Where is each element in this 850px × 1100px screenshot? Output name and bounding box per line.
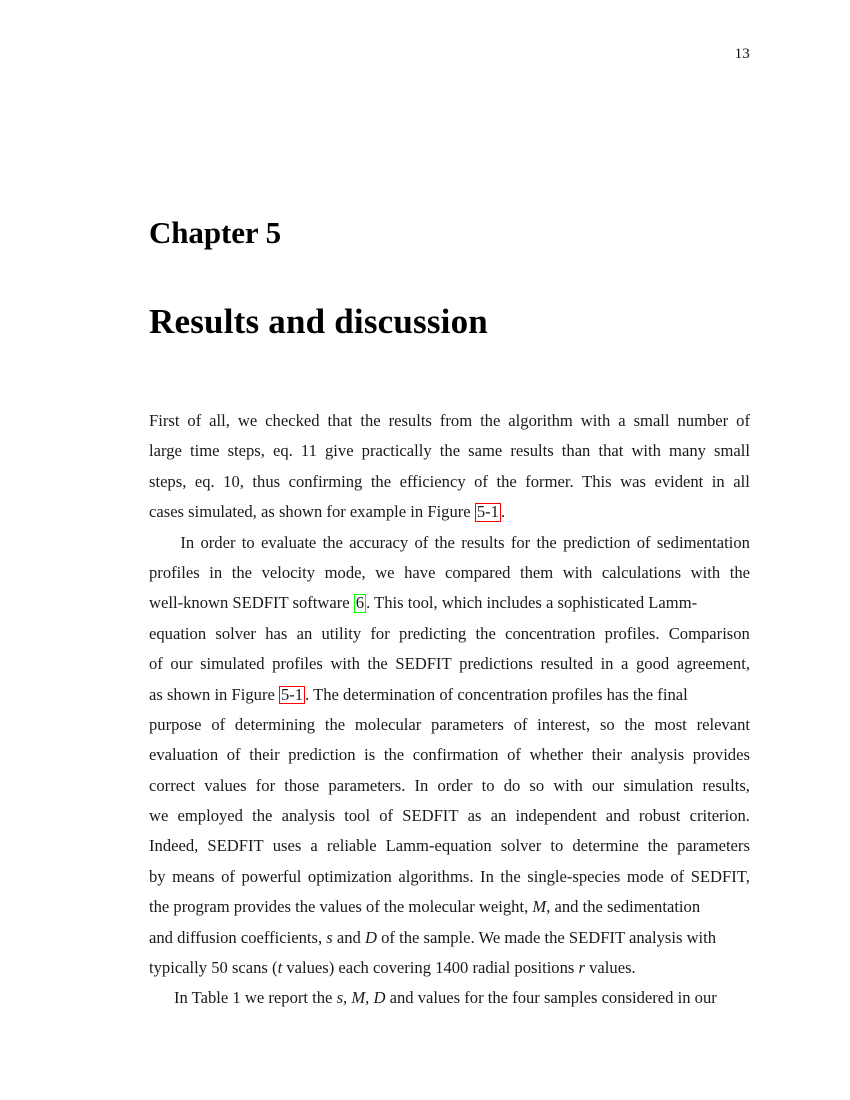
word: steps,	[227, 441, 265, 461]
word: confirmation	[412, 745, 499, 765]
word: the	[475, 623, 496, 643]
word: the	[322, 532, 343, 552]
word: of	[379, 806, 394, 826]
word: parameters	[431, 714, 504, 734]
word: powerful	[241, 866, 302, 886]
word: in	[209, 562, 223, 582]
word: profiles	[149, 562, 200, 582]
word: the	[367, 654, 388, 674]
text-line	[149, 619, 750, 649]
word: from	[439, 411, 473, 430]
word: prediction	[288, 745, 356, 765]
word: In	[414, 775, 429, 795]
word: all,	[209, 411, 230, 430]
word: simulated	[200, 654, 265, 674]
word: algorithms.	[398, 866, 474, 886]
word: steps,	[149, 471, 187, 491]
word: of	[149, 654, 163, 674]
word: thus	[252, 471, 281, 491]
text-line	[149, 436, 750, 466]
word: velocity	[261, 562, 316, 582]
page-number: 13	[734, 46, 750, 62]
word: our	[591, 775, 615, 795]
word: the	[434, 532, 455, 552]
word: evaluate	[261, 532, 317, 552]
word: time	[189, 441, 220, 461]
word: utility	[321, 623, 362, 643]
word: Indeed,	[149, 836, 199, 856]
text-line	[149, 862, 750, 892]
word: the	[360, 411, 381, 430]
word: results	[461, 532, 505, 552]
word: large	[149, 441, 182, 461]
word: provides	[692, 745, 750, 765]
chapter-title-heading: Results and discussion	[149, 302, 488, 341]
word: for	[255, 775, 276, 795]
word: to	[550, 836, 564, 856]
word: than	[561, 441, 591, 461]
text-line	[149, 467, 750, 497]
text-line	[149, 710, 750, 740]
math-variable: M	[351, 988, 366, 1008]
figure-reference-link[interactable]: 5-1	[476, 502, 499, 522]
word: whether	[529, 745, 584, 765]
word: we	[375, 562, 395, 582]
word: the	[647, 836, 669, 856]
text-line	[149, 649, 750, 679]
word: uses	[272, 836, 302, 856]
word: correct	[149, 775, 196, 795]
word: 10,	[223, 471, 244, 491]
word: efficiency	[399, 471, 466, 491]
word: of	[513, 714, 528, 734]
word: analysis	[281, 806, 336, 826]
word: In	[480, 866, 494, 886]
word: so	[529, 775, 545, 795]
word: by	[149, 866, 166, 886]
word: the	[231, 562, 253, 582]
word: small	[633, 411, 670, 430]
word: evident	[654, 471, 704, 491]
word: First	[149, 411, 180, 430]
word: we	[237, 411, 258, 430]
word: optimization	[307, 866, 392, 886]
word: all	[733, 471, 750, 491]
math-variable: D	[365, 927, 377, 947]
word: a	[310, 836, 318, 856]
word: of	[226, 745, 241, 765]
text-line	[149, 801, 750, 831]
word: of	[211, 714, 226, 734]
text-line: cases simulated, as shown for example in Figure 5-1 .	[149, 502, 506, 522]
body-text	[149, 406, 750, 1014]
word: parameters	[677, 836, 750, 856]
text-line	[149, 558, 750, 588]
word: an	[296, 623, 313, 643]
word: simulation	[623, 775, 694, 795]
word: mode,	[324, 562, 366, 582]
word: SEDFIT	[402, 806, 459, 826]
word: of	[187, 411, 202, 430]
word: single-species	[527, 866, 621, 886]
word: with	[562, 562, 593, 582]
word: in	[711, 471, 725, 491]
word: agreement,	[676, 654, 750, 674]
word: order	[200, 532, 236, 552]
word: with	[553, 775, 583, 795]
word: the	[324, 714, 346, 734]
word: in	[600, 654, 614, 674]
word: of	[221, 866, 235, 886]
word: accuracy	[349, 532, 409, 552]
word: them	[519, 562, 554, 582]
text-line	[149, 771, 750, 801]
word: independent	[515, 806, 597, 826]
word: we	[149, 806, 169, 826]
word: small	[714, 441, 750, 461]
word: of	[474, 471, 488, 491]
math-variable: t	[277, 958, 283, 978]
text-line	[149, 528, 750, 558]
word: analysis	[630, 745, 685, 765]
word: of	[507, 745, 521, 765]
text-line	[149, 831, 750, 861]
word: has	[265, 623, 288, 643]
word: so	[599, 714, 615, 734]
word: many	[669, 441, 706, 461]
word: solver	[215, 623, 256, 643]
word: SEDFIT	[395, 654, 452, 674]
word: tool	[344, 806, 371, 826]
word: is	[364, 745, 376, 765]
word: eq.	[194, 471, 215, 491]
math-variable: D	[373, 988, 386, 1008]
word: with	[330, 654, 360, 674]
word: eq.	[273, 441, 293, 461]
word: checked	[265, 411, 320, 430]
word: interest,	[537, 714, 591, 734]
word: their	[591, 745, 623, 765]
word: predicting	[399, 623, 467, 643]
word: values	[204, 775, 247, 795]
math-variable: M	[532, 897, 547, 917]
word: confirming	[288, 471, 363, 491]
text-line: In Table 1 we report the s, M, D and values for the four samples considered in our	[174, 988, 717, 1008]
text-line	[149, 406, 750, 436]
word: 11	[300, 441, 317, 461]
word: good	[635, 654, 670, 674]
word: criterion.	[689, 806, 750, 826]
word: and	[605, 806, 630, 826]
text-line: the program provides the values of the molecular weight, M, and the sedimentation	[149, 897, 701, 917]
word: equation	[149, 623, 207, 643]
word: robust	[638, 806, 681, 826]
word: calculations	[601, 562, 682, 582]
paragraph-indent	[149, 528, 174, 558]
word: with	[631, 441, 661, 461]
word: most	[654, 714, 687, 734]
word: for	[370, 623, 390, 643]
word: an	[490, 806, 507, 826]
word: evaluation	[149, 745, 219, 765]
word: purpose	[149, 714, 202, 734]
word: profiles.	[604, 623, 660, 643]
word: In	[180, 532, 195, 552]
word: of	[670, 866, 685, 886]
word: their	[249, 745, 280, 765]
word: to	[241, 532, 255, 552]
word: with	[580, 411, 611, 430]
word: parameters.	[328, 775, 406, 795]
word: the	[480, 411, 501, 430]
word: that	[327, 411, 353, 430]
math-variable: s	[326, 927, 333, 947]
word: the	[370, 471, 392, 491]
word: solver	[500, 836, 542, 856]
word: do	[503, 775, 521, 795]
word: number	[677, 411, 729, 430]
math-variable: r	[578, 958, 585, 978]
citation-link[interactable]: 6	[355, 593, 365, 613]
word: give	[324, 441, 354, 461]
word: of	[736, 411, 750, 430]
word: the	[252, 806, 273, 826]
word: the	[500, 866, 521, 886]
word: concentration	[505, 623, 596, 643]
word: compared	[445, 562, 511, 582]
math-variable: s	[336, 988, 344, 1008]
word: the	[383, 745, 405, 765]
word: a	[618, 411, 626, 430]
word: mode	[626, 866, 664, 886]
word: the	[729, 562, 750, 582]
word: results,	[702, 775, 750, 795]
word: Lamm-equation	[385, 836, 492, 856]
word: reliable	[326, 836, 377, 856]
text-line: typically 50 scans (t values) each covering 1400 radial positions r values.	[149, 958, 636, 978]
word: for	[510, 532, 531, 552]
word: the	[624, 714, 645, 734]
word: predictions	[459, 654, 533, 674]
word: practically	[361, 441, 432, 461]
word: that	[598, 441, 624, 461]
word: determine	[572, 836, 639, 856]
word: Comparison	[668, 623, 750, 643]
word: This	[582, 471, 612, 491]
word: order	[437, 775, 473, 795]
word: sedimentation	[656, 532, 750, 552]
chapter-number-heading: Chapter 5	[149, 215, 282, 250]
word: resulted	[540, 654, 593, 674]
word: SEDFIT,	[690, 866, 750, 886]
text-line	[149, 740, 750, 770]
word: employed	[177, 806, 243, 826]
word: of	[414, 532, 429, 552]
word: results	[510, 441, 554, 461]
figure-reference-link[interactable]: 5-1	[280, 684, 304, 704]
word: same	[468, 441, 503, 461]
word: the	[496, 471, 517, 491]
word: those	[284, 775, 320, 795]
text-line: well-known SEDFIT software 6 . This tool, which includes a sophisticated Lamm-	[149, 593, 698, 613]
word: results	[388, 411, 432, 430]
word: have	[404, 562, 436, 582]
word: determining	[234, 714, 316, 734]
word: relevant	[696, 714, 750, 734]
text-line: as shown in Figure 5-1 . The determination of concentration profiles has the final	[149, 684, 688, 704]
word: algorithm	[508, 411, 573, 430]
word: molecular	[354, 714, 422, 734]
word: profiles	[272, 654, 323, 674]
text-line: and diffusion coefficients, s and D of the sample. We made the SEDFIT analysis with	[149, 927, 717, 947]
word: to	[481, 775, 495, 795]
word: a	[621, 654, 629, 674]
word: means	[172, 866, 215, 886]
word: the	[439, 441, 461, 461]
word: with	[690, 562, 721, 582]
word: prediction	[563, 532, 631, 552]
word: was	[620, 471, 646, 491]
word: our	[170, 654, 193, 674]
word: SEDFIT	[207, 836, 264, 856]
word: former.	[525, 471, 574, 491]
word: of	[636, 532, 651, 552]
word: as	[467, 806, 482, 826]
word: the	[536, 532, 557, 552]
